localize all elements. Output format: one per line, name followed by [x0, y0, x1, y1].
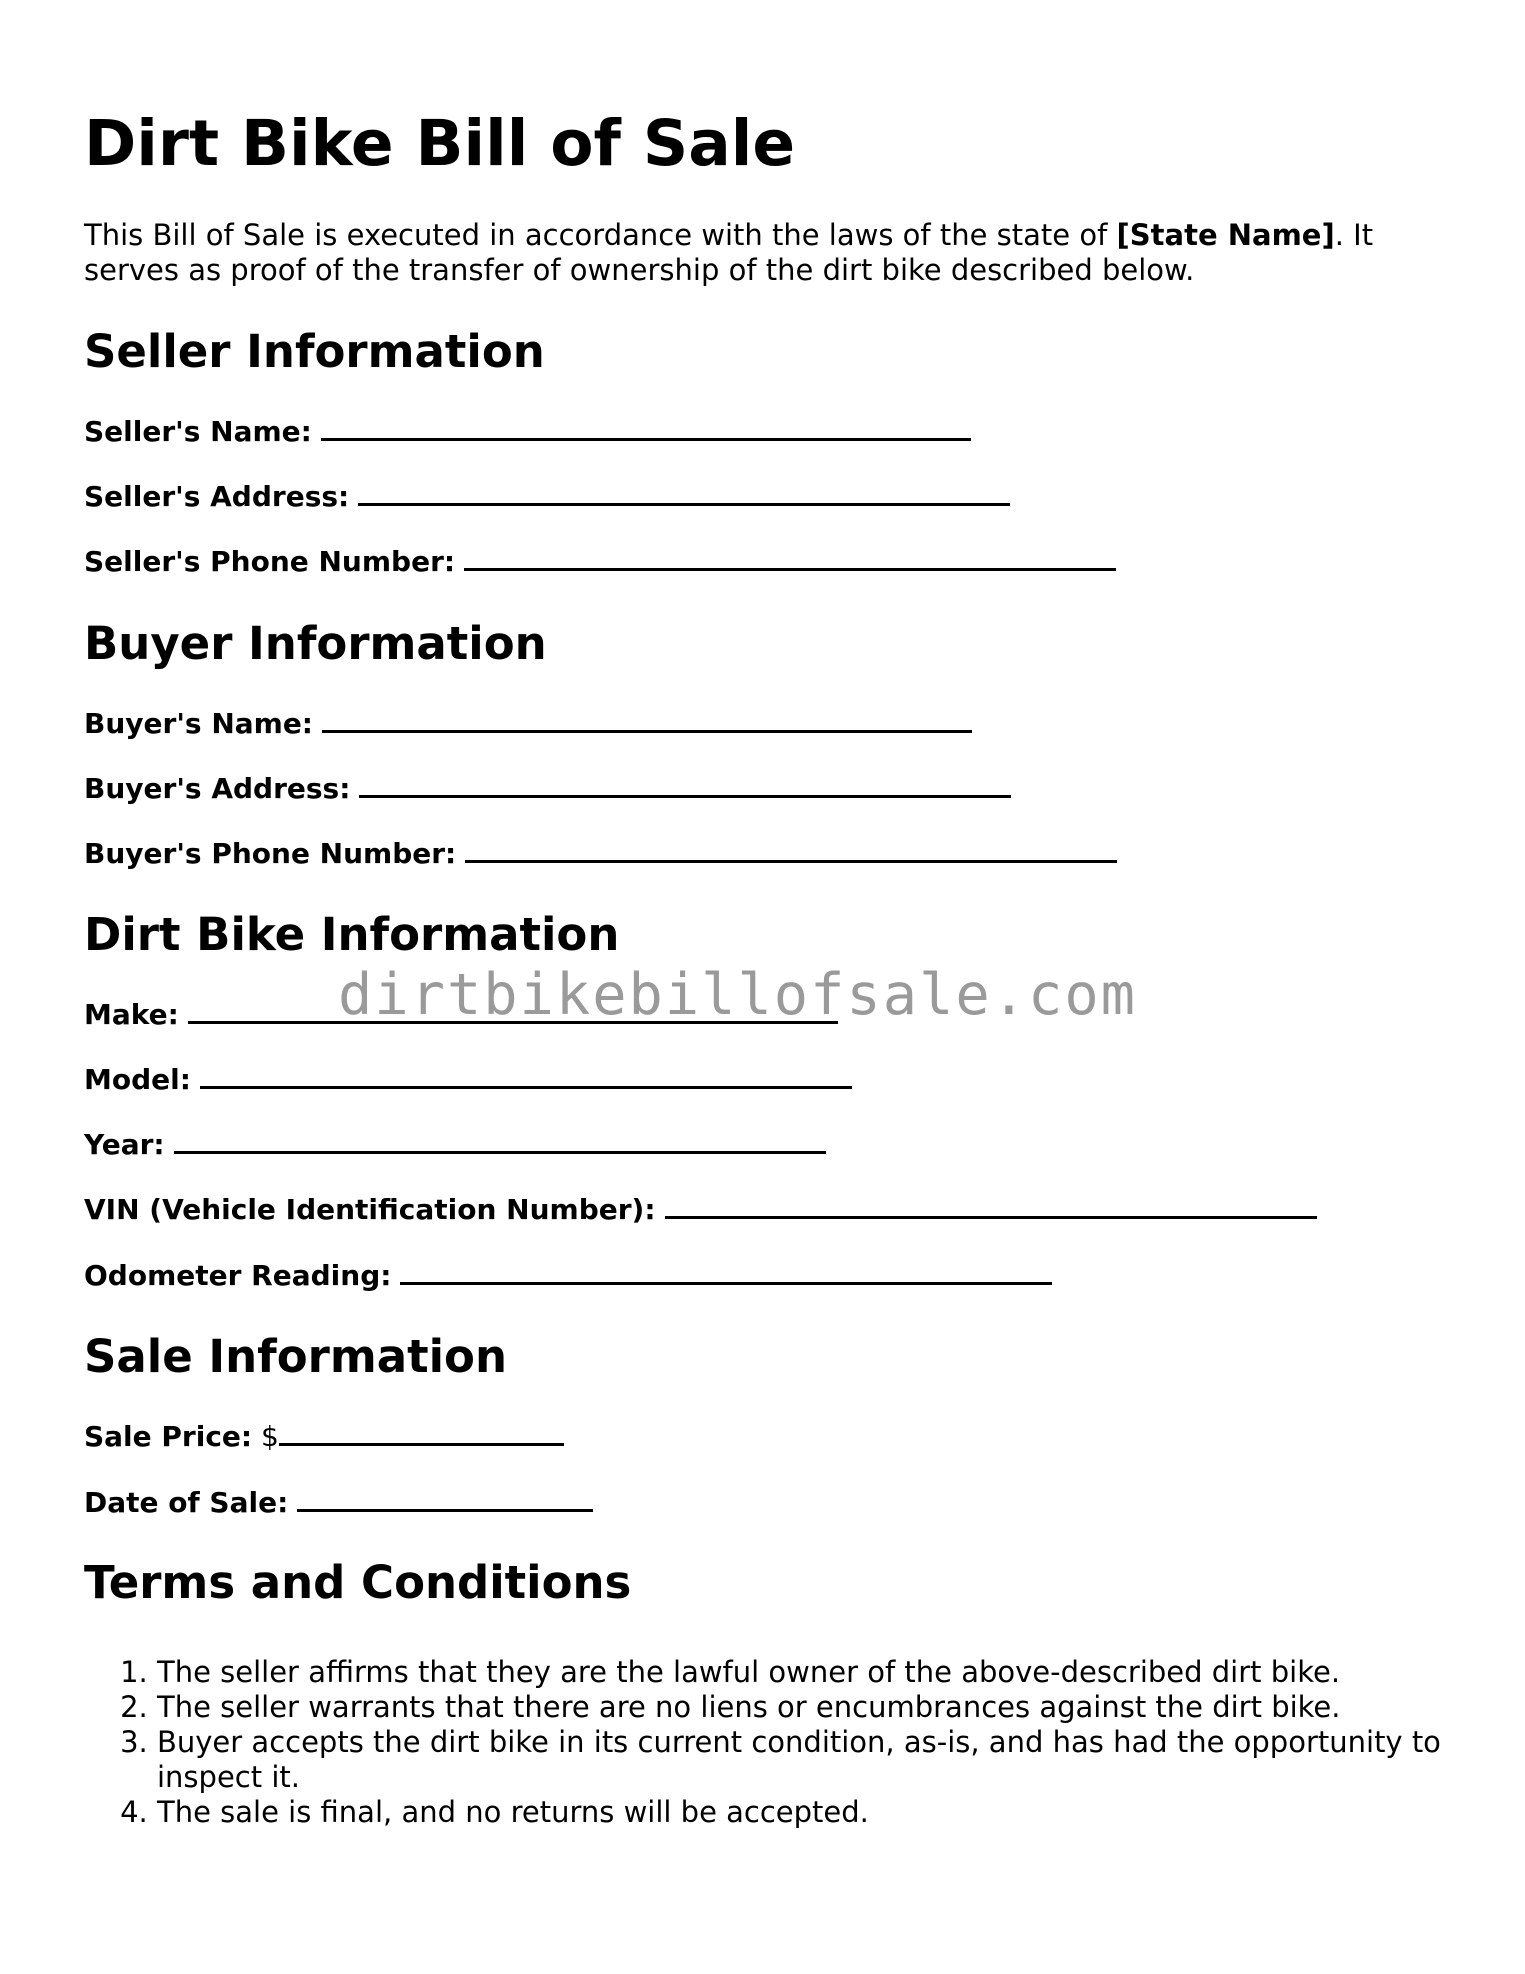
terms-section-heading: Terms and Conditions — [84, 1556, 632, 1609]
list-item: 1. The seller affirms that they are the lawful owner of the above-described dirt bike. — [157, 1655, 1517, 1690]
odometer-label: Odometer Reading: — [84, 1259, 392, 1292]
seller-name-label: Seller's Name: — [84, 415, 312, 448]
buyer-name-label: Buyer's Name: — [84, 707, 314, 740]
buyer-address-field — [84, 769, 1011, 809]
buyer-phone-field — [84, 834, 1117, 874]
seller-phone-blank[interactable] — [464, 542, 1116, 571]
seller-section-heading: Seller Information — [84, 325, 545, 378]
list-item: 3. Buyer accepts the dirt bike in its current condition, as-is, and has had the opportunity to inspect it. — [157, 1725, 1517, 1795]
buyer-name-field — [84, 704, 972, 744]
list-item: 2. The seller warrants that there are no liens or encumbrances against the dirt bike. — [157, 1690, 1517, 1725]
seller-phone-label: Seller's Phone Number: — [84, 545, 456, 578]
terms-list — [84, 1655, 1517, 1830]
seller-phone-field — [84, 542, 1116, 582]
sale-date-field — [84, 1483, 593, 1523]
year-field — [84, 1125, 826, 1165]
list-item: 4. The sale is final, and no returns will be accepted. — [157, 1795, 1517, 1830]
watermark-text: dirtbikebillofsale.com — [338, 962, 1137, 1028]
buyer-section-heading: Buyer Information — [84, 617, 547, 670]
state-name-placeholder: [State Name] — [1116, 218, 1335, 252]
buyer-address-blank[interactable] — [359, 769, 1011, 798]
vin-field — [84, 1190, 1317, 1230]
odometer-blank[interactable] — [400, 1256, 1052, 1285]
sale-price-field — [84, 1417, 564, 1457]
model-field — [84, 1060, 852, 1100]
buyer-phone-label: Buyer's Phone Number: — [84, 837, 457, 870]
sale-date-label: Date of Sale: — [84, 1486, 289, 1519]
buyer-name-blank[interactable] — [322, 704, 972, 733]
seller-address-field — [84, 477, 1010, 517]
seller-name-field — [84, 412, 971, 452]
odometer-field — [84, 1256, 1052, 1296]
year-label: Year: — [84, 1128, 165, 1161]
sale-price-label: Sale Price: — [84, 1420, 253, 1453]
sale-date-blank[interactable] — [297, 1483, 593, 1512]
year-blank[interactable] — [174, 1125, 826, 1154]
vin-label: VIN (Vehicle Identification Number): — [84, 1193, 656, 1226]
buyer-phone-blank[interactable] — [465, 834, 1117, 863]
currency-symbol: $ — [261, 1420, 279, 1453]
model-label: Model: — [84, 1063, 191, 1096]
bike-section-heading: Dirt Bike Information — [84, 908, 620, 961]
intro-text-before: This Bill of Sale is executed in accordance with the laws of the state of — [84, 218, 1117, 252]
make-label: Make: — [84, 998, 179, 1031]
seller-address-blank[interactable] — [358, 477, 1010, 506]
buyer-address-label: Buyer's Address: — [84, 772, 351, 805]
vin-blank[interactable] — [665, 1190, 1317, 1219]
document-title: Dirt Bike Bill of Sale — [84, 107, 796, 180]
intro-text-after: . It serves as proof of the transfer of ownership of the dirt bike described below. — [84, 218, 1374, 287]
seller-address-label: Seller's Address: — [84, 480, 350, 513]
model-blank[interactable] — [200, 1060, 852, 1089]
intro-paragraph — [84, 218, 1434, 288]
seller-name-blank[interactable] — [321, 412, 971, 441]
sale-section-heading: Sale Information — [84, 1330, 507, 1383]
sale-price-blank[interactable] — [279, 1417, 564, 1446]
